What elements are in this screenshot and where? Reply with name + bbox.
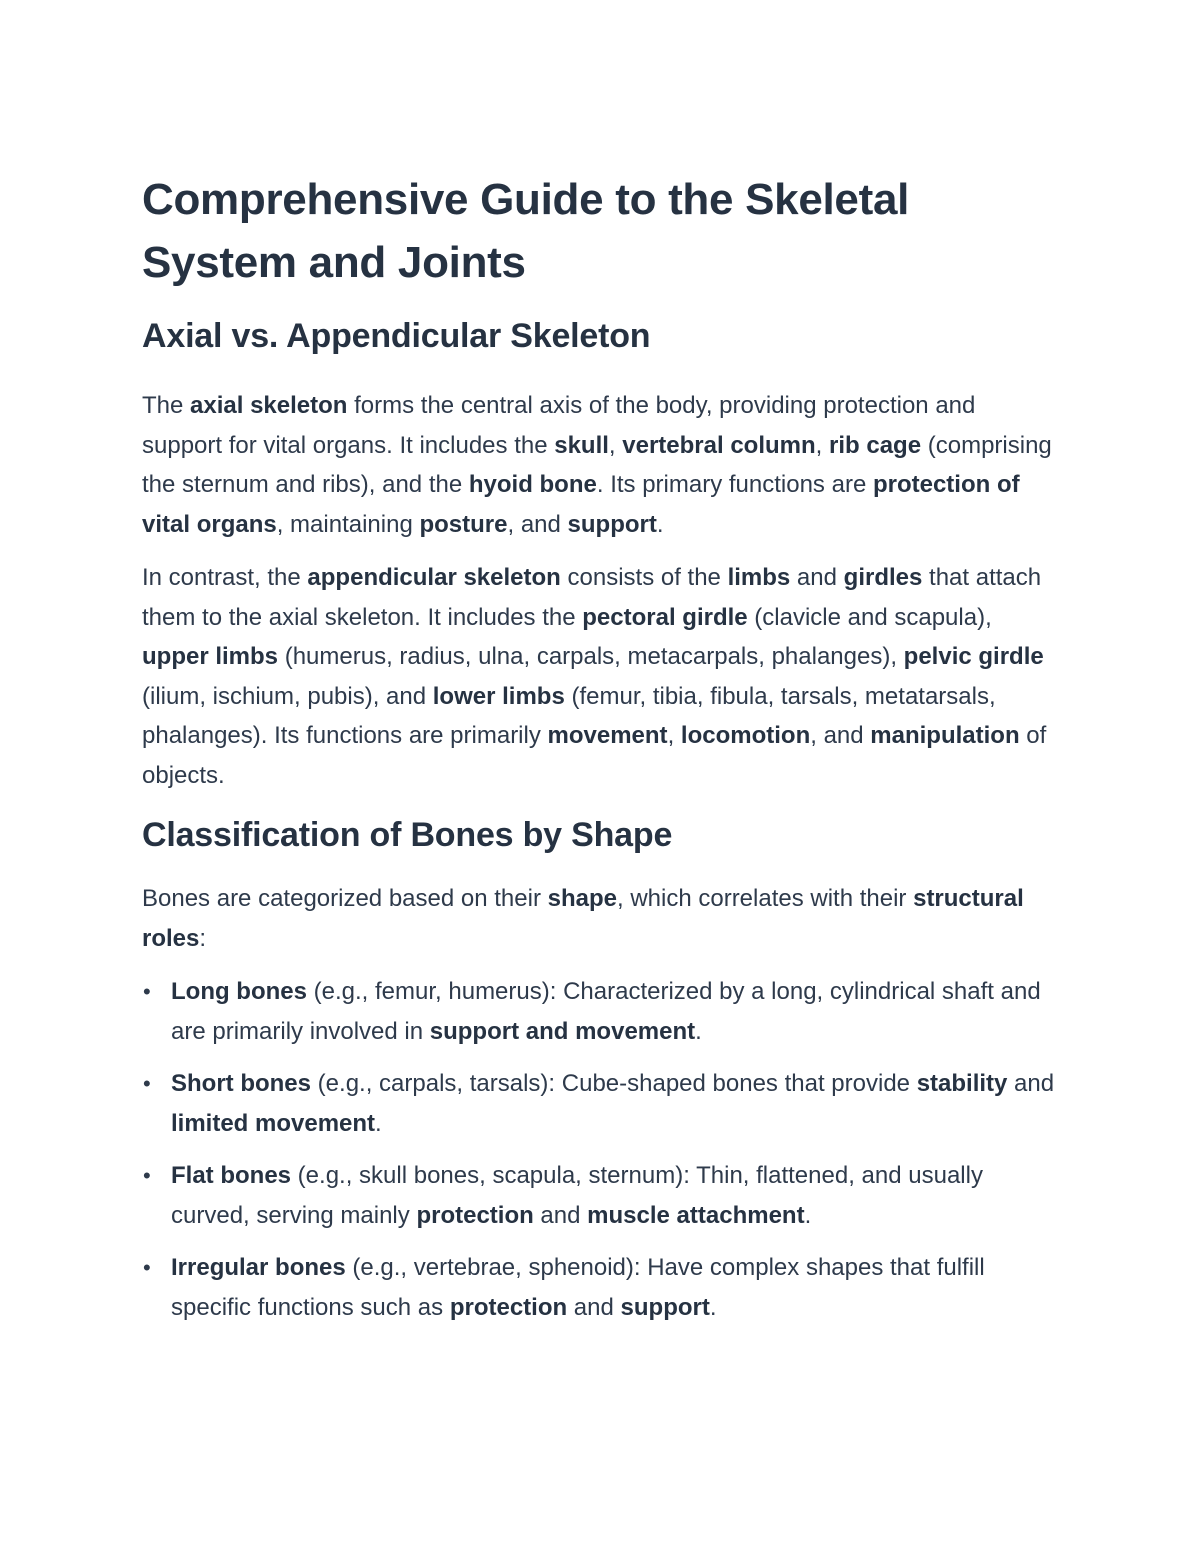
text-run: (clavicle and scapula), <box>747 603 992 631</box>
text-run: consists of the <box>560 564 728 591</box>
bold-term: structural roles <box>142 885 1024 952</box>
text-run: , and <box>810 722 871 749</box>
text-run: . <box>375 1109 382 1137</box>
text-run: . <box>804 1201 812 1229</box>
bold-term: axial skeleton <box>190 392 348 419</box>
document-page <box>142 168 1062 1340</box>
text-run: and <box>533 1201 588 1229</box>
list-item-flat-bones <box>142 1156 1062 1235</box>
list-item-irregular-bones <box>142 1248 1062 1327</box>
bold-term: support and movement <box>429 1017 696 1045</box>
bold-term: support <box>620 1293 710 1321</box>
bold-term: pectoral girdle <box>582 603 748 631</box>
bullet-icon: • <box>143 1255 151 1280</box>
text-run: (humerus, radius, ulna, carpals, metacarpals, phalanges), <box>278 643 904 670</box>
bold-term: appendicular skeleton <box>307 564 561 591</box>
page-title: Comprehensive Guide to the Skeletal System and Joints <box>142 175 910 287</box>
text-run: that attach them to the axial skeleton. It includes the <box>142 564 1042 631</box>
section-heading-bone-classification: Classification of Bones by Shape <box>142 816 673 854</box>
text-run: In contrast, the <box>142 564 308 591</box>
text-run: . <box>709 1293 717 1321</box>
text-run: of objects. <box>142 722 1047 789</box>
text-run: , <box>815 431 830 459</box>
bold-term: protection <box>449 1293 568 1321</box>
bold-term: pelvic girdle <box>903 643 1044 670</box>
text-run: and <box>567 1293 621 1321</box>
section-heading-axial-appendicular: Axial vs. Appendicular Skeleton <box>142 317 651 355</box>
bold-term: Short bones <box>171 1070 312 1097</box>
bold-term: manipulation <box>870 722 1020 749</box>
bold-term: protection of vital organs <box>142 471 1020 538</box>
bold-term: stability <box>916 1070 1008 1097</box>
bold-term: skull <box>554 431 609 459</box>
text-run: (comprising the sternum and ribs), and the <box>142 431 1052 498</box>
text-run: The <box>142 392 191 419</box>
text-run: , maintaining <box>276 510 420 538</box>
text-run: . <box>656 510 664 538</box>
bold-term: Long bones <box>171 978 307 1005</box>
bold-term: locomotion <box>680 722 811 749</box>
text-run: (femur, tibia, fibula, tarsals, metatarsals, phalanges). Its functions are primarily <box>142 682 996 749</box>
bold-term: shape <box>547 885 617 912</box>
text-run: . <box>695 1017 702 1045</box>
text-run: : <box>199 924 207 952</box>
bold-term: muscle attachment <box>587 1201 805 1229</box>
bold-term: Flat bones <box>171 1162 292 1189</box>
text-run: (e.g., skull bones, scapula, sternum): Thin, flattened, and usually curved, serving mainly <box>171 1162 983 1229</box>
bullet-icon: • <box>143 1071 151 1096</box>
bold-term: upper limbs <box>142 643 279 670</box>
text-run: and <box>790 564 844 591</box>
text-run: (ilium, ischium, pubis), and <box>142 682 433 710</box>
bone-types-list <box>142 972 1062 1327</box>
bold-term: movement <box>547 722 668 749</box>
paragraph-axial-skeleton <box>142 386 1062 544</box>
bold-term: Irregular bones <box>171 1254 346 1281</box>
text-run: forms the central axis of the body, providing protection and support for vital organs. It includes the <box>142 392 976 459</box>
bold-term: protection <box>416 1201 534 1229</box>
bold-term: vertebral column <box>622 431 816 459</box>
text-run: , <box>608 431 623 459</box>
text-run: (e.g., vertebrae, sphenoid): Have complex shapes that fulfill specific functions such as <box>171 1254 985 1321</box>
bold-term: rib cage <box>829 431 922 459</box>
bullet-icon: • <box>143 1163 151 1188</box>
paragraph-classification-intro <box>142 879 1062 958</box>
text-run: , and <box>507 510 568 538</box>
text-run: (e.g., femur, humerus): Characterized by a long, cylindrical shaft and are primarily involved in <box>171 978 1041 1045</box>
bold-term: limited movement <box>171 1109 376 1137</box>
bold-term: girdles <box>843 564 923 591</box>
bold-term: hyoid bone <box>468 471 597 498</box>
bold-term: support <box>567 510 657 538</box>
bold-term: lower limbs <box>432 682 565 710</box>
text-run: (e.g., carpals, tarsals): Cube-shaped bones that provide <box>311 1070 917 1097</box>
list-item-short-bones <box>142 1064 1062 1143</box>
text-run: , <box>667 722 681 749</box>
text-run: . Its primary functions are <box>596 471 873 498</box>
text-run: and <box>1007 1070 1055 1097</box>
list-item-long-bones <box>142 972 1062 1051</box>
paragraph-appendicular-skeleton <box>142 558 1062 795</box>
text-run: Bones are categorized based on their <box>142 885 548 912</box>
bullet-icon: • <box>143 979 151 1004</box>
bold-term: limbs <box>727 564 791 591</box>
bold-term: posture <box>419 510 508 538</box>
text-run: , which correlates with their <box>616 885 914 912</box>
